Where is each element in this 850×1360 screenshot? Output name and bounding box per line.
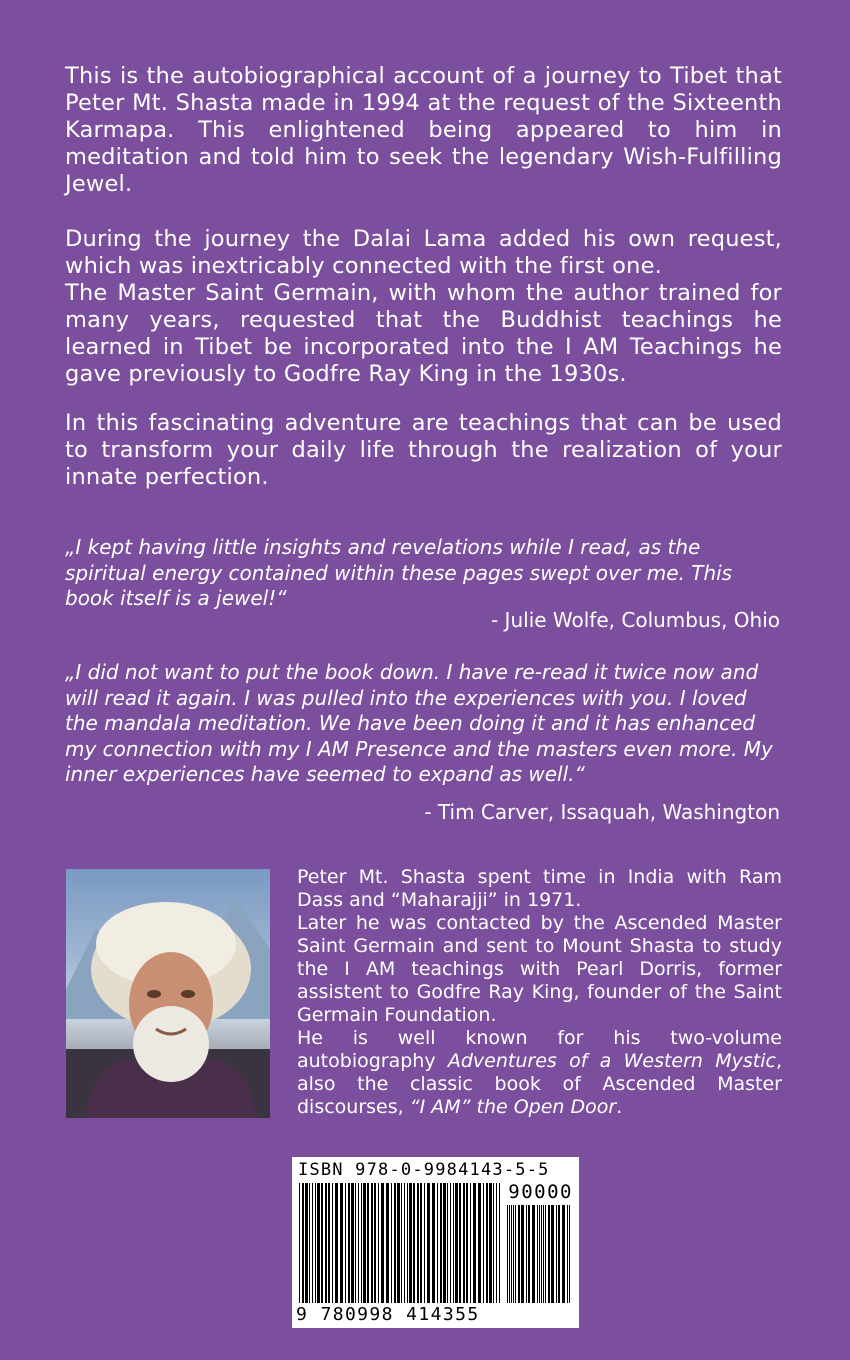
testimonial-quote-2: „I did not want to put the book down. I have re-read it twice now and will read it again. I was pulled into the experiences with you. I loved the mandala meditation. We have been doing it and it has enhanced my connection with my I AM Presence and the masters even more. My inner experiences have seemed to expand as well.“ xyxy=(65,660,773,786)
barcode-bar xyxy=(440,1183,442,1303)
barcode-bar xyxy=(518,1205,520,1303)
barcode-bar xyxy=(463,1183,465,1303)
blurb-paragraph-2a: During the journey the Dalai Lama added his own request, which was inextricably connected with the first one. xyxy=(65,226,782,279)
barcode-bar xyxy=(548,1205,550,1303)
barcode-bar xyxy=(348,1183,350,1303)
barcode-bar xyxy=(378,1183,379,1303)
barcode-bar xyxy=(355,1183,356,1303)
blurb-paragraph-2b: The Master Saint Germain, with whom the author trained for many years, requested that the Buddhist teachings he learned in Tibet be incorporated into the I AM Teachings he gave previously to Godfre Ray King in the 1930s. xyxy=(65,280,782,387)
barcode-bar xyxy=(397,1183,400,1303)
barcode-bar xyxy=(532,1205,535,1303)
isbn-label: ISBN 978-0-9984143-5-5 xyxy=(298,1160,550,1180)
barcode-bar xyxy=(394,1183,396,1303)
barcode-bar xyxy=(473,1183,476,1303)
barcode-bar xyxy=(358,1183,359,1303)
barcode-bar xyxy=(317,1183,320,1303)
barcode-bar xyxy=(407,1183,408,1303)
barcode-bar xyxy=(312,1183,313,1303)
author-photo xyxy=(66,869,270,1118)
barcode-bar xyxy=(521,1205,524,1303)
bio-line-1: Peter Mt. Shasta spent time in India with Ram Dass and “Maharajji” in 1971. xyxy=(297,866,782,911)
testimonial-attribution-1: - Julie Wolfe, Columbus, Ohio xyxy=(490,608,780,632)
barcode-bar xyxy=(432,1183,435,1303)
barcode-bar xyxy=(367,1183,369,1303)
barcode-bar xyxy=(363,1183,366,1303)
barcode-bar xyxy=(466,1183,468,1303)
barcode-bar xyxy=(513,1205,514,1303)
blurb-paragraph-1: This is the autobiographical account of a journey to Tibet that Peter Mt. Shasta made in 1994 at the request of the Sixteenth Karmapa. This enlightened being appeared to him in meditation and told him to seek the legendary Wish-Fulfilling Jewel. xyxy=(65,63,782,197)
barcode-bar xyxy=(424,1183,425,1303)
bio-line-2: Later he was contacted by the Ascended Master Saint Germain and sent to Mount Shasta to study the I AM teachings with Pearl Dorris, former assistent to Godfre Ray King, founder of the Saint Germain Foundation. xyxy=(297,912,782,1026)
barcode-bar xyxy=(539,1205,540,1303)
ean-bars xyxy=(298,1183,503,1303)
barcode-bar xyxy=(335,1183,338,1303)
barcode-bar xyxy=(541,1205,542,1303)
barcode-bar xyxy=(302,1183,304,1303)
barcode-bar xyxy=(507,1205,508,1303)
barcode-bar xyxy=(455,1183,458,1303)
barcode-bar xyxy=(450,1183,451,1303)
price-code: 90000 xyxy=(508,1181,573,1203)
author-bio xyxy=(297,866,782,1119)
barcode-bar xyxy=(325,1183,327,1303)
barcode-bar xyxy=(499,1183,500,1303)
barcode-bar xyxy=(371,1183,373,1303)
barcode-bar xyxy=(391,1183,392,1303)
testimonial-attribution-2: - Tim Carver, Issaquah, Washington xyxy=(424,800,780,824)
bio-book-title-2: “I AM” the Open Door xyxy=(409,1096,617,1118)
barcode-bar xyxy=(551,1205,554,1303)
barcode-bar xyxy=(404,1183,405,1303)
barcode-bar xyxy=(374,1183,376,1303)
barcode-bar xyxy=(332,1183,333,1303)
barcode-bar xyxy=(420,1183,422,1303)
bio-line-3-start: He is well known for his two-volume autobiography xyxy=(297,1027,782,1072)
barcode-bar xyxy=(453,1183,454,1303)
barcode-bar xyxy=(299,1183,300,1303)
barcode-bar xyxy=(478,1183,481,1303)
barcode-bar xyxy=(569,1205,570,1303)
barcode-bar xyxy=(509,1205,510,1303)
barcode-bar xyxy=(309,1183,310,1303)
addon-bars xyxy=(506,1205,572,1303)
barcode-bar xyxy=(413,1183,415,1303)
blurb-paragraph-2 xyxy=(65,226,782,388)
barcode-bar xyxy=(489,1183,492,1303)
barcode-bar xyxy=(401,1183,402,1303)
barcode-bar xyxy=(558,1205,560,1303)
barcode-bar xyxy=(511,1205,512,1303)
barcode-bar xyxy=(493,1183,494,1303)
barcode-bar xyxy=(496,1183,497,1303)
barcode-bar xyxy=(447,1183,448,1303)
ean-digits: 9 780998 414355 xyxy=(296,1304,480,1325)
bio-book-title-1: Adventures of a Western Mystic xyxy=(447,1050,776,1072)
barcode-bar xyxy=(528,1205,530,1303)
barcode-bar xyxy=(526,1205,527,1303)
barcode-bar xyxy=(470,1183,471,1303)
barcode-bar xyxy=(567,1205,568,1303)
barcode-bar xyxy=(537,1205,538,1303)
barcode-bar xyxy=(305,1183,308,1303)
barcode-bar xyxy=(545,1205,546,1303)
barcode-bar xyxy=(361,1183,362,1303)
barcode-bar xyxy=(443,1183,446,1303)
bio-line-3-mid: , also the classic book of Ascended Master discourses, xyxy=(297,1050,783,1118)
barcode-bar xyxy=(315,1183,316,1303)
barcode-bar xyxy=(321,1183,323,1303)
barcode-bar xyxy=(427,1183,430,1303)
barcode-bar xyxy=(515,1205,516,1303)
barcode-bar xyxy=(340,1183,343,1303)
barcode-bar xyxy=(543,1205,544,1303)
barcode-bar xyxy=(328,1183,330,1303)
blurb-paragraph-3: In this fascinating adventure are teachings that can be used to transform your daily life through the realization of your innate perfection. xyxy=(65,410,782,490)
barcode-bar xyxy=(562,1205,565,1303)
barcode-bar xyxy=(386,1183,389,1303)
bio-line-3-end: . xyxy=(616,1096,623,1118)
barcode-bar xyxy=(437,1183,438,1303)
barcode-bar xyxy=(381,1183,384,1303)
barcode-bar xyxy=(556,1205,557,1303)
barcode-bar xyxy=(486,1183,488,1303)
isbn-barcode xyxy=(292,1157,579,1328)
barcode-bar xyxy=(459,1183,461,1303)
testimonial-quote-1: „I kept having little insights and revelations while I read, as the spiritual energy contained within these pages swept over me. This book itself is a jewel!“ xyxy=(65,535,733,610)
barcode-bar xyxy=(351,1183,354,1303)
barcode-bar xyxy=(417,1183,419,1303)
barcode-bar xyxy=(409,1183,412,1303)
barcode-bar xyxy=(345,1183,346,1303)
barcode-bar xyxy=(483,1183,484,1303)
